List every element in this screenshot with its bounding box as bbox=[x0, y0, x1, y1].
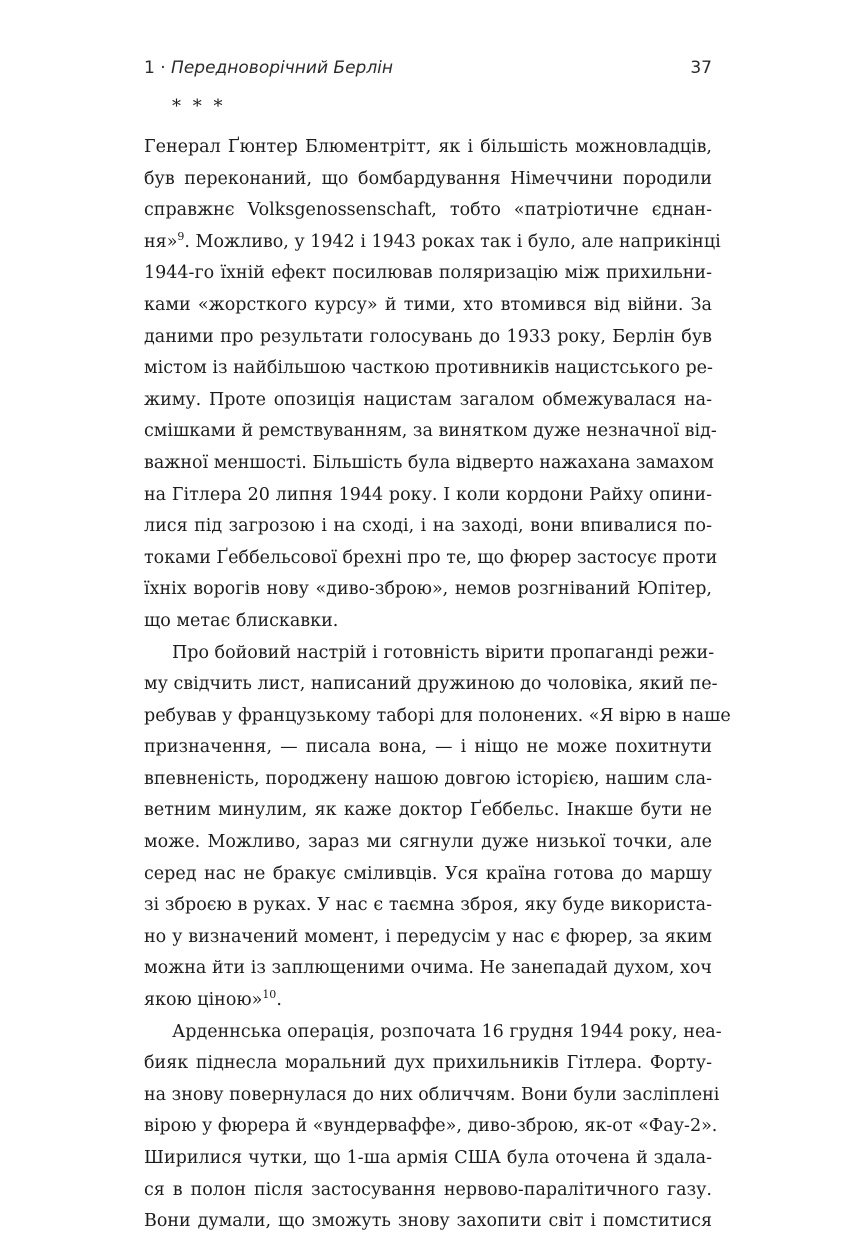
text-line: ветним минулим, як каже доктор Ґеббельс. Інакше бути не bbox=[144, 800, 712, 821]
text-line: бияк піднесла моральний дух прихильників Гітлера. Форту- bbox=[144, 1053, 712, 1074]
text-line: Про бойовий настрій і готовність вірити пропаганді режи- bbox=[172, 642, 715, 663]
text-line: Генерал Ґюнтер Блюментрітт, як і більшість можновладців, bbox=[144, 137, 712, 157]
text-line: може. Можливо, зараз ми сягнули дуже низької точки, але bbox=[144, 832, 712, 853]
text-line: зі зброєю в руках. У нас є таємна зброя, яку буде використа- bbox=[144, 895, 712, 916]
section-break: * * * bbox=[172, 96, 226, 117]
text-line: впевненість, породжену нашою довгою історією, нашим сла- bbox=[144, 768, 712, 789]
text-line: ками «жорсткого курсу» й тими, хто втомився від війни. За bbox=[144, 294, 712, 315]
text-line: ня»$^9$. Можливо, у 1942 і 1943 роках так і було, але наприкінці bbox=[144, 229, 721, 252]
text-line: на знову повернулася до них обличчям. Вони були засліплені bbox=[144, 1084, 720, 1105]
body-text bbox=[144, 132, 731, 1238]
footnote-marker[interactable]: 10 bbox=[262, 988, 277, 1002]
text-line: Арденнська операція, розпочата 16 грудня 1944 року, неа- bbox=[172, 1021, 722, 1042]
header-separator: · bbox=[160, 58, 166, 78]
chapter-title: Передноворічний Берлін bbox=[171, 58, 394, 78]
text-line: му свідчить лист, написаний дружиною до чоловіка, який пе- bbox=[144, 674, 718, 695]
paragraph bbox=[144, 132, 721, 638]
text-line: смішками й ремствуванням, за винятком дуже незначної від- bbox=[144, 421, 717, 442]
text-line: справжнє Volksgenossenschaft, тобто «патріотичне єднан- bbox=[144, 200, 712, 221]
text-line: був переконаний, що бомбардування Німеччини породили bbox=[144, 168, 712, 189]
text-line: жиму. Проте опозиція нацистам загалом обмежувалася на- bbox=[144, 389, 712, 410]
paragraph bbox=[144, 638, 731, 1017]
footnote-marker[interactable]: 9 bbox=[177, 229, 185, 243]
text-line: на Гітлера 20 липня 1944 року. І коли кордони Райху опини- bbox=[144, 484, 712, 505]
text-line: серед нас не бракує сміливців. Уся країна готова до маршу bbox=[144, 863, 712, 884]
text-line: що метає блискавки. bbox=[144, 610, 339, 631]
page-number: 37 bbox=[690, 58, 712, 78]
text-line: призначення, — писала вона, — і ніщо не може похитнути bbox=[144, 737, 712, 758]
text-line: даними про результати голосувань до 1933 року, Берлін був bbox=[144, 326, 712, 347]
text-line: Вони думали, що зможуть знову захопити світ і помститися bbox=[144, 1211, 712, 1232]
text-line: можна йти із заплющеними очима. Не занепадай духом, хоч bbox=[144, 958, 712, 979]
text-line: 1944-го їхній ефект посилював поляризацію між прихильни- bbox=[144, 263, 712, 284]
text-line: їхніх ворогів нову «диво-зброю», немов розгніваний Юпітер, bbox=[144, 579, 712, 600]
text-line: важної меншості. Більшість була відверто нажахана замахом bbox=[144, 452, 714, 473]
text-line: ребував у французькому таборі для полонених. «Я вірю в наше bbox=[144, 705, 731, 726]
text-line: Ширилися чутки, що 1-ша армія США була оточена й здала- bbox=[144, 1148, 712, 1168]
paragraph bbox=[144, 1017, 722, 1238]
running-head bbox=[144, 58, 393, 78]
text-line: токами Ґеббельсової брехні про те, що фюрер застосує проти bbox=[144, 547, 718, 568]
text-line: ся в полон після застосування нервово-паралітичного газу. bbox=[144, 1179, 712, 1200]
text-line: вірою у фюрера й «вундерваффе», диво-зброю, як-от «Фау-2». bbox=[144, 1116, 718, 1137]
chapter-number: 1 bbox=[144, 58, 155, 78]
text-line: містом із найбільшою часткою противників нацистського ре- bbox=[144, 358, 713, 379]
text-line: но у визначений момент, і передусім у нас є фюрер, за яким bbox=[144, 926, 712, 947]
text-line: лися під загрозою і на сході, і на заході, вони впивалися по- bbox=[144, 516, 712, 537]
text-line: якою ціною»$^{10}$. bbox=[144, 988, 282, 1011]
